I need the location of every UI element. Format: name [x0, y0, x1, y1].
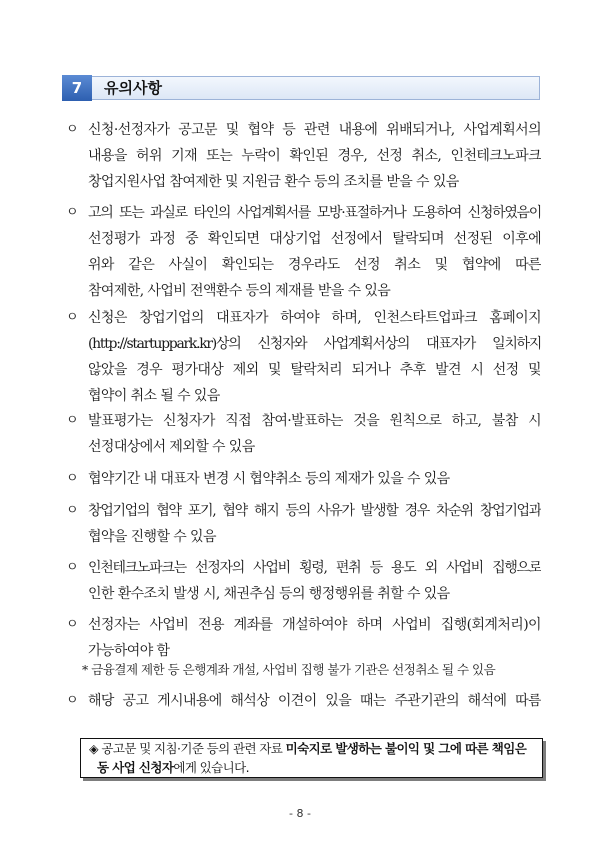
item-line: 않았을 경우 평가대상 제외 및 탈락처리 되거나 추후 발견 시 선정 및	[88, 362, 541, 378]
item-line: 협약을 진행할 수 있음	[88, 529, 216, 545]
item-line: 인천테크노파크는 선정자의 사업비 횡령, 편취 등 용도 외 사업비 집행으로	[88, 560, 541, 576]
bullet-marker: ㅇ	[66, 560, 79, 575]
item-line: 인한 환수조치 발생 시, 채권추심 등의 행정행위를 취할 수 있음	[88, 586, 450, 602]
bullet-marker: ㅇ	[66, 122, 79, 137]
item-line: 가능하여야 함	[88, 643, 170, 659]
bullet-marker: ㅇ	[66, 471, 79, 486]
notice-item-4	[66, 408, 541, 460]
notice-line-2	[89, 759, 536, 778]
section-number-badge: 7	[62, 75, 92, 101]
item-line: 고의 또는 과실로 타인의 사업계획서를 모방·표절하거나 도용하여 신청하였음이	[88, 205, 541, 221]
page-number: - 8 -	[289, 807, 311, 820]
item-line: 발표평가는 신청자가 직접 참여·발표하는 것을 원칙으로 하고, 불참 시	[88, 413, 541, 429]
notice-item-3	[66, 305, 541, 409]
notice-text-regular: 에게 있습니다.	[173, 759, 249, 775]
item-line: (http://startuppark.kr)상의 신청자와 사업계획서상의 대표자가 일치하지	[88, 336, 541, 352]
bullet-marker: ㅇ	[66, 413, 79, 428]
item-line: 해당 공고 게시내용에 해석상 이견이 있을 때는 주관기관의 해석에 따름	[88, 693, 541, 709]
item-line: 창업지원사업 참여제한 및 지원금 환수 등의 조치를 받을 수 있음	[88, 174, 459, 190]
item-line: 위와 같은 사실이 확인되는 경우라도 선정 취소 및 협약에 따른	[88, 257, 541, 273]
item-line: 협약이 취소 될 수 있음	[88, 388, 220, 404]
item-line: 선정대상에서 제외할 수 있음	[88, 439, 255, 455]
item-line: 신청은 창업기업의 대표자가 하여야 하며, 인천스타트업파크 홈페이지	[88, 310, 541, 326]
notice-line-1	[89, 740, 536, 759]
item-line: 참여제한, 사업비 전액환수 등의 제재를 받을 수 있음	[88, 283, 391, 299]
notice-item-9	[66, 688, 541, 714]
item-line: 선정평가 과정 중 확인되면 대상기업 선정에서 탈락되며 선정된 이후에	[88, 231, 541, 247]
item-footnote: * 금융결제 제한 등 은행계좌 개설, 사업비 집행 불가 기관은 선정취소 될 수 있음	[82, 662, 496, 677]
notice-item-7	[66, 555, 541, 607]
notice-item-1	[66, 117, 541, 195]
notice-text-bold: 동 사업 신청자	[97, 759, 174, 775]
bullet-marker: ㅇ	[66, 310, 79, 325]
notice-item-5	[66, 466, 541, 492]
section-title: 유의사항	[104, 79, 162, 97]
notice-item-2	[66, 200, 541, 304]
item-line: 선정자는 사업비 전용 계좌를 개설하여야 하며 사업비 집행(회계처리)이	[88, 617, 541, 633]
notice-text-bold: 미숙지로 발생하는 불이익 및 그에 따른 책임은	[285, 741, 527, 756]
notice-text-regular: 공고문 및 지침·기준 등의 관련 자료	[101, 741, 283, 756]
section-title-bar	[92, 76, 540, 100]
item-line: 협약기간 내 대표자 변경 시 협약취소 등의 제재가 있을 수 있음	[88, 471, 450, 487]
responsibility-notice-box	[80, 738, 543, 778]
bullet-marker: ㅇ	[66, 617, 79, 632]
bullet-marker: ㅇ	[66, 503, 79, 518]
notice-item-6	[66, 498, 541, 550]
item-line: 내용을 허위 기재 또는 누락이 확인된 경우, 선정 취소, 인천테크노파크	[88, 148, 541, 164]
item-line: 신청·선정자가 공고문 및 협약 등 관련 내용에 위배되거나, 사업계획서의	[88, 122, 541, 138]
diamond-marker-icon: ◈	[89, 741, 99, 756]
bullet-marker: ㅇ	[66, 693, 79, 708]
notice-item-8	[66, 612, 541, 664]
item-line: 창업기업의 협약 포기, 협약 해지 등의 사유가 발생할 경우 차순위 창업기업과	[88, 503, 541, 519]
bullet-marker: ㅇ	[66, 205, 79, 220]
